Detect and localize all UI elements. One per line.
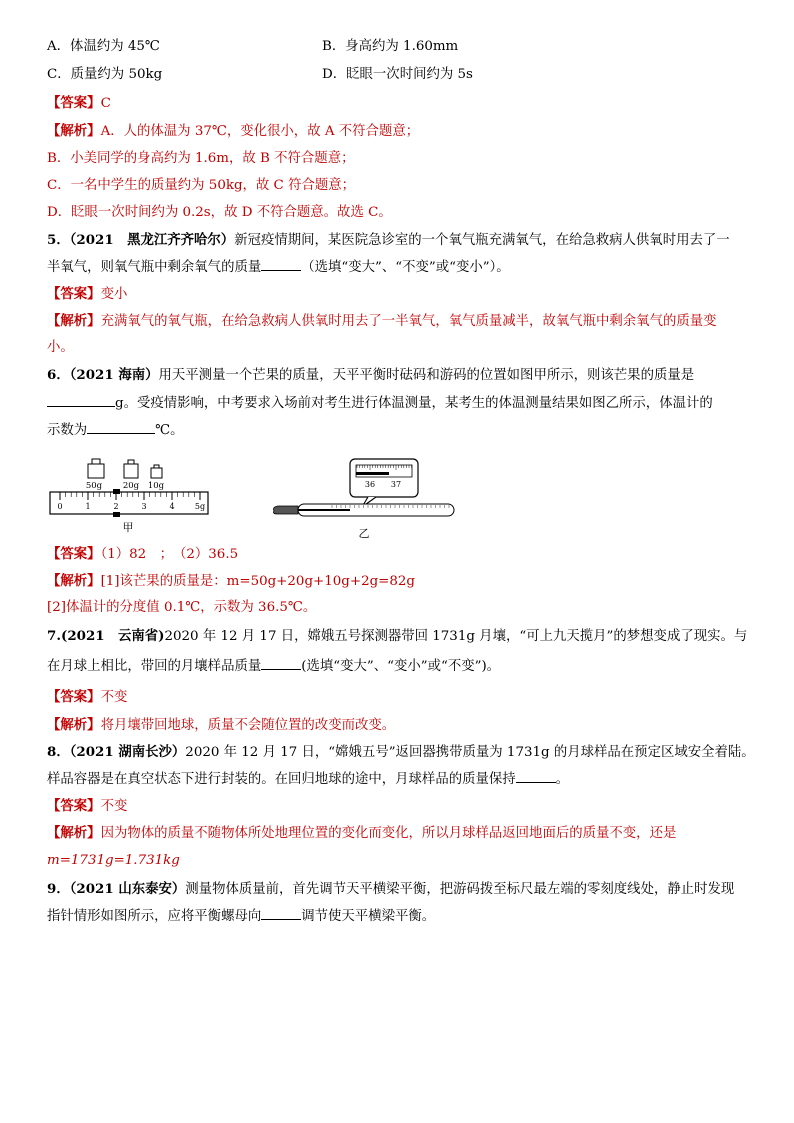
scale-label-0: 0 (57, 502, 63, 511)
scale-label-4: 4 (169, 502, 175, 511)
q6-analysis-2: [2]体温计的分度值 0.1℃，示数为 36.5℃。 (47, 600, 317, 615)
q7-source: 2021 云南省) (67, 628, 165, 644)
answer-label: 【答案】 (47, 798, 101, 814)
q6-stem-3a: 示数为 (47, 423, 88, 438)
q7-stem-2a: 在月球上相比，带回的月壤样品质量 (47, 659, 262, 674)
q6-text-3 (47, 421, 184, 440)
analysis-label: 【解析】 (47, 717, 101, 733)
q7-answer-value: 不变 (100, 690, 128, 705)
answer-label: 【答案】 (47, 95, 101, 111)
thermo-label-37: 37 (390, 480, 402, 489)
option-d: D．眨眼一次时间约为 5s (322, 67, 473, 82)
thermo-bulb (274, 506, 299, 514)
q8-stem-2b: 。 (555, 772, 570, 787)
q6-answer-value: （1）82 ； （2）36.5 (100, 547, 239, 562)
q4-answer (47, 94, 111, 113)
option-b: B．身高约为 1.60mm (322, 39, 459, 54)
q9-text-1 (47, 880, 734, 899)
option-a: A．体温约为 45℃ (47, 39, 160, 54)
q5-analysis-2: 小。 (47, 340, 74, 355)
q8-stem-1: 2020 年 12 月 17 日，“嫦娥五号”返回器携带质量为 1731g 的月球样品在预定区域安全着陆。 (185, 745, 755, 760)
q4-analysis-text-1: A．人的体温为 37℃，变化很小，故 A 不符合题意； (100, 124, 420, 139)
q5-source: （2021 黑龙江齐齐哈尔） (69, 232, 235, 248)
thermo-mercury (298, 509, 350, 511)
q5-stem-2a: 半氧气，则氧气瓶中剩余氧气的质量 (47, 260, 262, 275)
answer-label: 【答案】 (47, 546, 101, 562)
q7-answer (47, 688, 127, 707)
figure-caption-jia: 甲 (122, 521, 134, 534)
figure-caption-yi: 乙 (358, 527, 370, 540)
weight-label-10g: 10g (147, 481, 165, 491)
q6-blank-2 (87, 421, 155, 434)
q6-stem-1: 用天平测量一个芒果的质量，天平平衡时砝码和游码的位置如图甲所示，则该芒果的质量是 (158, 368, 695, 383)
answer-label: 【答案】 (47, 689, 101, 705)
q8-answer (47, 797, 127, 816)
q7-number: 7.( (47, 628, 68, 644)
balance-figure (48, 450, 218, 535)
q5-analysis-text-1: 充满氧气的氧气瓶，在给急救病人供氧时用去了一半氧气，氧气质量减半，故氧气瓶中剩余氧气的质量变 (100, 314, 717, 329)
thermo-inset-mercury (356, 472, 389, 475)
q7-stem-1: 2020 年 12 月 17 日，嫦娥五号探测器带回 1731g 月壤，“可上九天揽月”的梦想变成了现实。与 (164, 629, 748, 644)
q6-source: （2021 海南） (69, 367, 159, 383)
q8-analysis-text-1: 因为物体的质量不随物体所处地理位置的变化而变化，所以月球样品返回地面后的质量不变，还是 (100, 826, 677, 841)
q5-answer-value: 变小 (100, 287, 128, 302)
q9-stem-2a: 指针情形如图所示，应将平衡螺母向 (47, 909, 262, 924)
q6-analysis-1 (47, 572, 415, 591)
q5-stem-1: 新冠疫情期间，某医院急诊室的一个氧气瓶充满氧气，在给急救病人供氧时用去了一 (234, 233, 730, 248)
q6-blank-1 (47, 394, 115, 407)
q7-analysis-text-1: 将月壤带回地球，质量不会随位置的改变而改变。 (100, 718, 396, 733)
analysis-label: 【解析】 (47, 825, 101, 841)
q4-analysis-1 (47, 122, 419, 141)
q4-analysis-4: D．眨眼一次时间约为 0.2s，故 D 不符合题意。故选 C。 (47, 205, 392, 220)
q6-text-1 (47, 366, 694, 385)
q5-blank (261, 258, 301, 271)
q8-number: 8． (47, 744, 70, 760)
weight-label-20g: 20g (122, 481, 140, 491)
q6-text-2 (47, 394, 713, 413)
weight-50g (88, 459, 104, 478)
option-c: C．质量约为 50kg (47, 67, 163, 82)
q8-text-1 (47, 743, 755, 762)
thermo-label-36: 36 (364, 480, 376, 489)
q8-text-2 (47, 770, 569, 789)
q5-number: 5． (47, 232, 70, 248)
q5-answer (47, 285, 127, 304)
q4-analysis-2: B．小美同学的身高约为 1.6m，故 B 不符合题意； (47, 151, 355, 166)
q5-text-2 (47, 258, 510, 277)
scale-label-2: 2 (113, 502, 119, 511)
q6-number: 6． (47, 367, 70, 383)
q4-analysis-3: C．一名中学生的质量约为 50kg，故 C 符合题意； (47, 178, 356, 193)
q9-text-2 (47, 907, 435, 926)
q4-answer-value: C (100, 96, 111, 111)
q7-blank (261, 657, 301, 670)
scale-label-3: 3 (141, 502, 147, 511)
thermometer-figure (270, 455, 460, 543)
scale-label-1: 1 (85, 502, 91, 511)
scale-label-5: 5g (194, 502, 206, 511)
answer-label: 【答案】 (47, 286, 101, 302)
q5-text-1 (47, 231, 730, 250)
q6-stem-3b: ℃。 (155, 423, 184, 438)
q8-analysis-1 (47, 824, 676, 843)
q9-stem-1: 测量物体质量前，首先调节天平横梁平衡，把游码拨至标尺最左端的零刻度线处，静止时发现 (185, 882, 735, 897)
q7-text-2 (47, 657, 500, 676)
q8-analysis-2: m=1731g=1.731kg (47, 853, 180, 868)
q8-stem-2a: 样品容器是在真空状态下进行封装的。在回归地球的途中，月球样品的质量保持 (47, 772, 516, 787)
q7-text-1 (47, 627, 747, 646)
q6-stem-2b: g。受疫情影响，中考要求入场前对考生进行体温测量，某考生的体温测量结果如图乙所示，体温计的 (115, 396, 713, 411)
q7-stem-2b: (选填“变大”、“变小”或“不变”)。 (301, 659, 501, 674)
analysis-label: 【解析】 (47, 123, 101, 139)
analysis-label: 【解析】 (47, 573, 101, 589)
balance-beam (50, 492, 208, 514)
q9-stem-2b: 调节使天平横梁平衡。 (301, 909, 436, 924)
rider-bottom (113, 512, 120, 517)
q6-answer (47, 545, 238, 564)
q9-source: （2021 山东泰安） (69, 881, 186, 897)
q9-number: 9． (47, 881, 70, 897)
q5-stem-2b: （选填“变大”、“不变”或“变小”）。 (301, 260, 510, 275)
q6-analysis-text-1: [1]该芒果的质量是：m=50g+20g+10g+2g=82g (100, 574, 415, 589)
q8-source: （2021 湖南长沙） (69, 744, 186, 760)
q8-answer-value: 不变 (100, 799, 128, 814)
q9-blank (261, 907, 301, 920)
q7-analysis-1 (47, 716, 395, 735)
analysis-label: 【解析】 (47, 313, 101, 329)
weight-10g (151, 465, 162, 478)
rider-top (113, 489, 120, 494)
q8-blank (516, 770, 556, 783)
weight-label-50g: 50g (85, 481, 103, 491)
q5-analysis-1 (47, 312, 717, 331)
weight-20g (124, 460, 138, 478)
